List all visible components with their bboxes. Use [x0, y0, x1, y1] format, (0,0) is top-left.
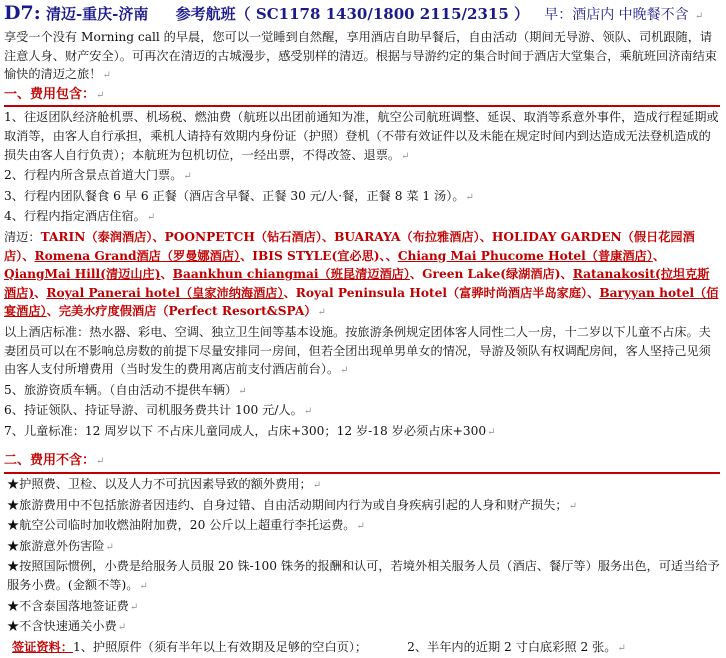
- flight-reference: 参考航班（ SC1178 1430/1800 2115/2315 ）: [175, 5, 529, 23]
- hotel-separator: 、: [560, 267, 573, 282]
- section-gap: [4, 442, 720, 452]
- return-mark-icon: ↵: [102, 70, 111, 82]
- hotel-separator: 、: [587, 285, 600, 300]
- excluded-item: ★航空公司临时加收燃油附加费，20 公斤以上超重行李托运费。↵: [7, 518, 365, 533]
- return-mark-icon: ↵: [694, 11, 704, 22]
- excluded-heading: 二、费用不含：↵: [4, 453, 105, 469]
- visa-title: 签证资料：: [12, 639, 73, 654]
- day-header: [4, 2, 720, 28]
- hotel-name: Royal Peninsula Hotel（富骅时尚酒店半岛家庭）: [295, 285, 588, 300]
- hotel-separator: 、: [283, 285, 296, 300]
- hotel-name: TARIN（泰润酒店）: [40, 229, 153, 244]
- hotel-name: HOLIDAY GARDEN（假日花园酒店）: [4, 229, 695, 263]
- return-mark-icon: ↵: [401, 150, 410, 162]
- excluded-item: ★护照费、卫检、以及人力不可抗因素导致的额外费用；↵: [7, 477, 322, 492]
- excluded-item: ★不含泰国落地签证费↵: [7, 598, 139, 613]
- heading-divider: [4, 105, 720, 107]
- included-item-7: 7、儿童标准：12 周岁以下 不占床儿童同成人，占床+300；12 岁-18 岁必须占床+300↵: [4, 423, 496, 438]
- hotel-name: Romena Grand酒店（罗曼娜酒店）: [34, 248, 241, 263]
- hotel-standard: 以上酒店标准：热水器、彩电、空调、独立卫生间等基本设施。按旅游条例规定团体客人同性二人一房，十二岁以下儿童不占床。夫妻团员可以在不影响总房数的前提下尽量安排同一房间，但若全团出现单男单女的情况，导游及领队有权调配房间，客人坚持己见须由客人支付所增费用（当时发生的费用离店前支付酒店前台）。↵: [4, 324, 711, 377]
- hotel-separator: 、: [34, 285, 47, 300]
- return-mark-icon: ↵: [487, 426, 496, 438]
- visa-requirements: [4, 638, 720, 658]
- hotel-separator: 、: [479, 229, 492, 244]
- hotel-list-prefix: 清迈：: [4, 229, 41, 244]
- return-mark-icon: ↵: [617, 642, 626, 654]
- return-mark-icon: ↵: [356, 521, 365, 533]
- hotel-name: BUARAYA（布拉雅酒店）: [334, 229, 480, 244]
- included-item-2: 2、行程内所含景点首道大门票。↵: [4, 168, 192, 183]
- hotel-name: Ratanakosit(拉坦克斯酒店): [4, 267, 710, 300]
- excluded-item: ★不含快速通关小费↵: [7, 619, 127, 634]
- included-item-4: 4、行程内指定酒店住宿。↵: [4, 209, 156, 224]
- visa-item-2: 2、半年内的近期 2 寸白底彩照 2 张。: [407, 639, 617, 654]
- return-mark-icon: ↵: [568, 500, 578, 512]
- visa-item-1: 1、护照原件（须有半年以上有效期及足够的空白页）；: [72, 639, 368, 654]
- hotel-separator: 、: [240, 248, 253, 263]
- hotel-name: POONPETCH（钻石酒店）: [164, 229, 322, 244]
- included-item-6: 6、持证领队、持证导游、司机服务费共计 100 元/人。↵: [4, 403, 313, 418]
- return-mark-icon: ↵: [238, 385, 247, 397]
- hotel-separator: 、: [652, 248, 666, 263]
- return-mark-icon: ↵: [312, 480, 322, 492]
- hotel-name: QiangMai Hill(清迈山庄): [4, 267, 161, 282]
- hotel-separator: 、: [321, 229, 335, 244]
- hotel-separator: 、、: [379, 248, 398, 263]
- route-text: 清迈-重庆-济南: [45, 5, 149, 23]
- included-item-1: 1、往返团队经济舱机票、机场税、燃油费（航班以出团前通知为准，航空公司航班调整、延误、取消等系意外事件，造成行程延期或取消等，由客人自行承担，乘机人请持有效期内身份证（护照）登机（不带有效证件以及未能在规定时间内到达造成无法登机造成的损失由客人自行负责）；本航班为包机切位，一经出票，不得改签、退票。↵: [4, 110, 719, 162]
- hotel-name: Chiang Mai Phucome Hotel（普康酒店）: [397, 248, 653, 263]
- hotel-separator: 、: [409, 267, 423, 282]
- return-mark-icon: ↵: [183, 171, 192, 183]
- return-mark-icon: ↵: [105, 541, 114, 553]
- return-mark-icon: ↵: [146, 212, 156, 224]
- heading-divider: [4, 472, 720, 474]
- hotel-name: Royal Panerai hotel（皇家沛纳海酒店）: [46, 285, 284, 300]
- return-mark-icon: ↵: [317, 307, 326, 319]
- return-mark-icon: ↵: [139, 581, 148, 593]
- included-heading: 一、费用包含：↵: [4, 86, 105, 102]
- hotel-separator: 、: [46, 304, 59, 319]
- hotel-separator: 、: [22, 248, 35, 263]
- hotel-separator: 、: [160, 267, 173, 282]
- hotel-name: Baankhun chiangmai（班昆清迈酒店）: [172, 267, 410, 282]
- hotel-separator: 、: [152, 229, 165, 244]
- excluded-item: ★旅游意外伤害险↵: [7, 538, 114, 553]
- return-mark-icon: ↵: [340, 365, 349, 377]
- intro-paragraph: 享受一个没有 Morning call 的早晨，您可以一觉睡到自然醒，享用酒店自助早餐后，自由活动（期间无导游、领队、司机跟随，请注意人身、财产安全）。可再次在清迈的古城漫步，感受别样的清迈。根据与导游约定的集合时间于酒店大堂集合，乘航班回济南结束愉快的清迈之旅！↵: [4, 30, 717, 82]
- return-mark-icon: ↵: [129, 601, 139, 613]
- return-mark-icon: ↵: [96, 89, 105, 101]
- included-item-3: 3、行程内团队餐食 6 早 6 正餐（酒店含早餐、正餐 30 元/人·餐，正餐 8 菜 1 汤）。↵: [4, 188, 474, 203]
- excluded-item: ★旅游费用中不包括旅游者因违约、自身过错、自由活动期间内行为或自身疾病引起的人身和财产损失；↵: [7, 497, 578, 512]
- hotel-name: Green Lake(绿湖酒店): [422, 267, 561, 282]
- hotel-list: [4, 228, 720, 323]
- day-label: D7:: [4, 2, 41, 24]
- return-mark-icon: ↵: [465, 191, 474, 203]
- hotel-name: 完美水疗度假酒店（Perfect Resort&SPA）: [58, 304, 317, 319]
- return-mark-icon: ↵: [96, 456, 105, 468]
- return-mark-icon: ↵: [303, 406, 313, 418]
- meal-info: 早：酒店内 中晚餐不含: [544, 7, 689, 23]
- included-item-5: 5、旅游资质车辆。（自由活动不提供车辆）↵: [4, 382, 247, 397]
- hotel-name: Baryyan hotel（佰宴酒店）: [4, 285, 719, 319]
- hotel-name: IBIS STYLE(宜必思): [252, 248, 380, 263]
- return-mark-icon: ↵: [117, 622, 127, 634]
- excluded-item: ★按照国际惯例，小费是给服务人员服 20 铢-100 铢务的报酬和认可，若境外相关服务人员（酒店、餐厅等）服务出色，可适当给予服务小费。(金额不等)。↵: [7, 559, 720, 593]
